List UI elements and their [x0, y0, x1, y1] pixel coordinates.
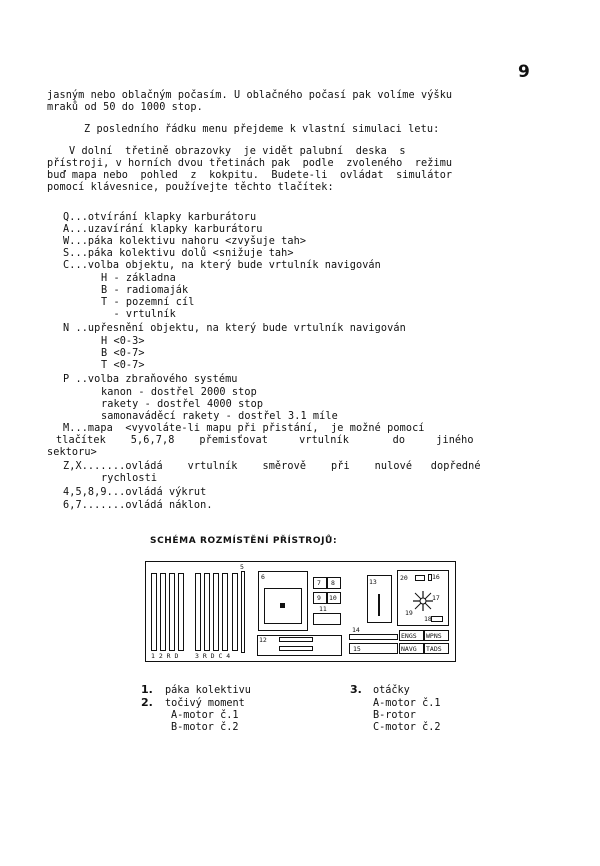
text-line: A...uzavírání klapky karburátoru: [63, 224, 263, 235]
text-line: V dolní třetině obrazovky je vidět palubní deska s: [69, 146, 406, 157]
legend-num-1: 1.: [141, 683, 153, 696]
text-line: 4,5,8,9...ovládá výkrut: [63, 487, 207, 498]
legend-num-2: 2.: [141, 696, 153, 709]
text-line: rakety - dostřel 4000 stop: [101, 399, 264, 410]
label-15: 15: [353, 645, 361, 653]
text-line: Z,X.......ovládá vrtulník směrově při nulové dopředné: [63, 461, 481, 472]
label-17: 17: [432, 594, 440, 602]
legend-1-line-0: páka kolektivu: [165, 685, 251, 696]
legend-2-line-2: B-motor č.2: [171, 722, 239, 733]
label-bottom-mid: 3 R D C 4: [195, 652, 231, 660]
label-19: 19: [405, 609, 413, 617]
text-line: P ..volba zbraňového systému: [63, 374, 238, 385]
diagram-title: SCHÉMA ROZMÍSTĚNÍ PŘÍSTROJŮ:: [150, 536, 338, 546]
navg-label: NAVG: [401, 645, 417, 653]
label-6: 6: [261, 573, 265, 581]
label-bottom-left: 1 2 R D: [151, 652, 179, 660]
text-line: W...páka kolektivu nahoru <zvyšuje tah>: [63, 236, 307, 247]
indicator-20: [415, 575, 425, 581]
text-line: pomocí klávesnice, používejte těchto tlačítek:: [47, 182, 334, 193]
text-line: C...volba objektu, na který bude vrtulník navigován: [63, 260, 381, 271]
text-line: H - základna: [101, 273, 176, 284]
text-line: buď mapa nebo pohled z kokpitu. Budete-li ovládat simulátor: [47, 170, 453, 181]
indicator-16: [428, 574, 432, 581]
text-line: 6,7.......ovládá náklon.: [63, 500, 213, 511]
engs-label: ENGS: [401, 632, 417, 640]
text-line: M...mapa <vyvoláte-li mapu při přistání, je možné pomocí: [63, 423, 425, 434]
gauge-3a: [195, 573, 201, 651]
text-line: - vrtulník: [101, 309, 176, 320]
indicator-18: [431, 616, 443, 622]
legend-3-line-0: otáčky: [373, 685, 410, 696]
indicator-12a: [279, 637, 313, 642]
label-7: 7: [317, 579, 321, 587]
legend-2-line-1: A-motor č.1: [171, 710, 239, 721]
instrument-11: [313, 613, 341, 625]
gauge-3b: [204, 573, 210, 651]
wpns-label: WPNS: [426, 632, 442, 640]
label-14: 14: [352, 626, 360, 634]
gauge-2c: [178, 573, 184, 651]
display-6-dot: [280, 603, 285, 608]
text-line: B <0-7>: [101, 348, 145, 359]
label-12: 12: [259, 636, 267, 644]
instrument-13-needle: [378, 594, 380, 616]
legend-3-line-2: B-rotor: [373, 710, 416, 721]
label-9: 9: [317, 594, 321, 602]
text-line: přístroji, v horních dvou třetinách pak podle zvoleného režimu: [47, 158, 453, 169]
gauge-2b: [169, 573, 175, 651]
label-13: 13: [369, 578, 377, 586]
text-line: kanon - dostřel 2000 stop: [101, 387, 257, 398]
legend-num-3: 3.: [350, 683, 362, 696]
text-line: mraků od 50 do 1000 stop.: [47, 102, 203, 113]
gauge-3c: [213, 573, 219, 651]
gauge-1: [151, 573, 157, 651]
legend-2-line-0: točivý moment: [165, 698, 245, 709]
legend-3-line-1: A-motor č.1: [373, 698, 441, 709]
text-line: tlačítek 5,6,7,8 přemisťovat vrtulník do jiného: [56, 435, 474, 446]
legend-3-line-3: C-motor č.2: [373, 722, 441, 733]
indicator-12b: [279, 646, 313, 651]
text-line: sektoru>: [47, 447, 97, 458]
page-number: 9: [518, 62, 530, 82]
instrument-14: [349, 634, 398, 640]
label-16: 16: [432, 573, 440, 581]
text-line: H <0-3>: [101, 336, 145, 347]
label-5: 5: [240, 563, 244, 571]
text-line: T <0-7>: [101, 360, 145, 371]
gauge-2a: [160, 573, 166, 651]
gauge-5: [241, 571, 245, 653]
text-line: Q...otvírání klapky karburátoru: [63, 212, 257, 223]
text-line: samonaváděcí rakety - dostřel 3.1 míle: [101, 411, 338, 422]
label-8: 8: [331, 579, 335, 587]
label-18: 18: [424, 615, 432, 623]
label-20: 20: [400, 574, 408, 582]
text-line: rychlosti: [101, 473, 158, 484]
text-line: N ..upřesnění objektu, na který bude vrtulník navigován: [63, 323, 406, 334]
label-11: 11: [319, 605, 327, 613]
text-line: T - pozemní cíl: [101, 297, 195, 308]
gauge-4: [232, 573, 238, 651]
tads-label: TADS: [426, 645, 442, 653]
text-line: B - radiomaják: [101, 285, 189, 296]
label-10: 10: [329, 594, 337, 602]
text-line: jasným nebo oblačným počasím. U oblačného počasí pak volíme výšku: [47, 90, 453, 101]
text-line: S...páka kolektivu dolů <snižuje tah>: [63, 248, 294, 259]
text-line: Z posledního řádku menu přejdeme k vlastní simulaci letu:: [84, 124, 440, 135]
gauge-3d: [222, 573, 228, 651]
